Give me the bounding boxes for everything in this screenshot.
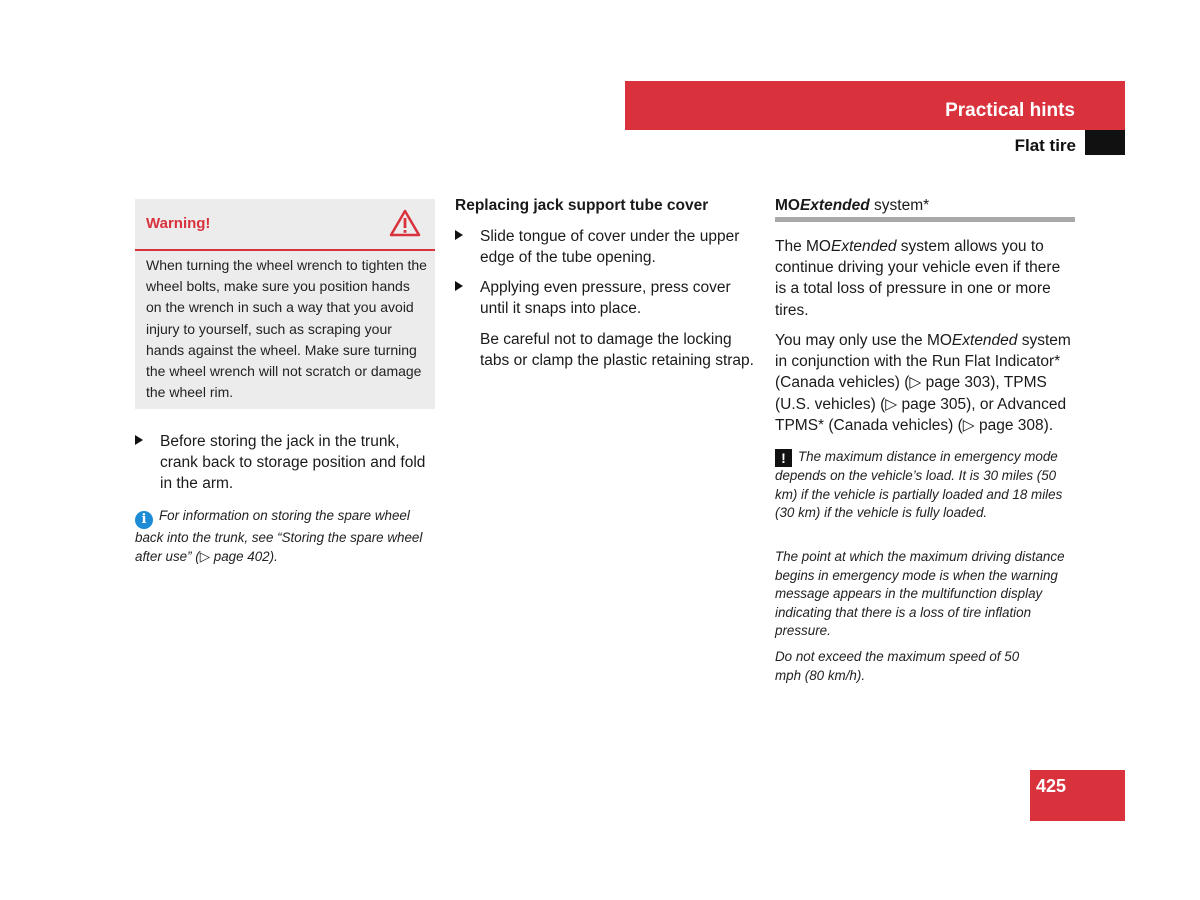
section-heading: Replacing jack support tube cover [455, 197, 709, 214]
bullet-arrow-icon [455, 230, 463, 240]
warning-label: Warning! [146, 215, 211, 232]
bullet-arrow-icon [135, 435, 143, 445]
text-italic: Extended [830, 238, 897, 255]
warning-text: When turning the wheel wrench to tighten the wheel bolts, make sure you position hands on the wrench in such a way that you avoid injury to yourself, such as scraping your hands against the wheel. Make sure turning the wheel wrench will not scratch or damage the wheel rim. [146, 257, 427, 401]
caution-note [775, 448, 1075, 523]
paragraph [775, 236, 1075, 321]
page-number: 425 [1036, 776, 1067, 796]
caution-note: Do not exceed the maximum speed of 50 mph (80 km/h). [775, 649, 1020, 683]
list-item-text: Slide tongue of cover under the upper edge of the tube opening. [480, 228, 740, 267]
caution-text: The maximum distance in emergency mode depends on the vehicle’s load. It is 30 miles (50 km) if the vehicle is partially loaded and 18 miles (30 km) if the vehicle is fully loaded. [775, 449, 1063, 521]
heading-part: system* [869, 197, 930, 214]
list-item-text: Before storing the jack in the trunk, crank back to storage position and fold in the arm. [160, 433, 426, 493]
text-part: You may only use the MO [775, 332, 952, 349]
info-text: For information on storing the spare wheel back into the trunk, see “Storing the spare wheel after use” (▷ page 402). [135, 508, 423, 564]
warning-triangle-icon [389, 209, 421, 237]
list-item [135, 431, 440, 495]
info-icon: i [135, 511, 153, 529]
exclamation-icon: ! [775, 449, 792, 467]
info-note [135, 507, 440, 566]
list-item-text: Applying even pressure, press cover until it snaps into place. [480, 279, 731, 318]
text-part: The MO [775, 238, 831, 255]
warning-header [135, 199, 435, 251]
heading-rule [775, 217, 1075, 222]
caution-note: The point at which the maximum driving distance begins in emergency mode is when the warning message appears in the multifunction display indicating that there is a loss of tire inflation pressure. [775, 549, 1065, 639]
text-part: system in conjunction with the Run Flat Indicator* (Canada vehicles) (▷ page 303), TPMS (U.S. vehicles) (▷ page 305), or Advanced TPMS* (Canada vehicles) (▷ page 308). [775, 332, 1071, 434]
heading-italic: Extended [799, 197, 870, 214]
list-item [455, 277, 755, 319]
list-item [455, 226, 755, 268]
text-part: system allows you to continue driving your vehicle even if there is a total loss of pressure in one or more tires. [775, 238, 1061, 319]
section-heading [775, 197, 929, 215]
paragraph: Be careful not to damage the locking tabs or clamp the plastic retaining strap. [480, 331, 754, 370]
warning-box [135, 199, 435, 409]
text-italic: Extended [951, 332, 1018, 349]
header-tab-marker [1085, 130, 1125, 155]
section-title: Practical hints [945, 100, 1075, 121]
paragraph [775, 330, 1075, 436]
subsection-title: Flat tire [1014, 136, 1076, 155]
heading-part: MO [775, 197, 800, 214]
bullet-arrow-icon [455, 281, 463, 291]
